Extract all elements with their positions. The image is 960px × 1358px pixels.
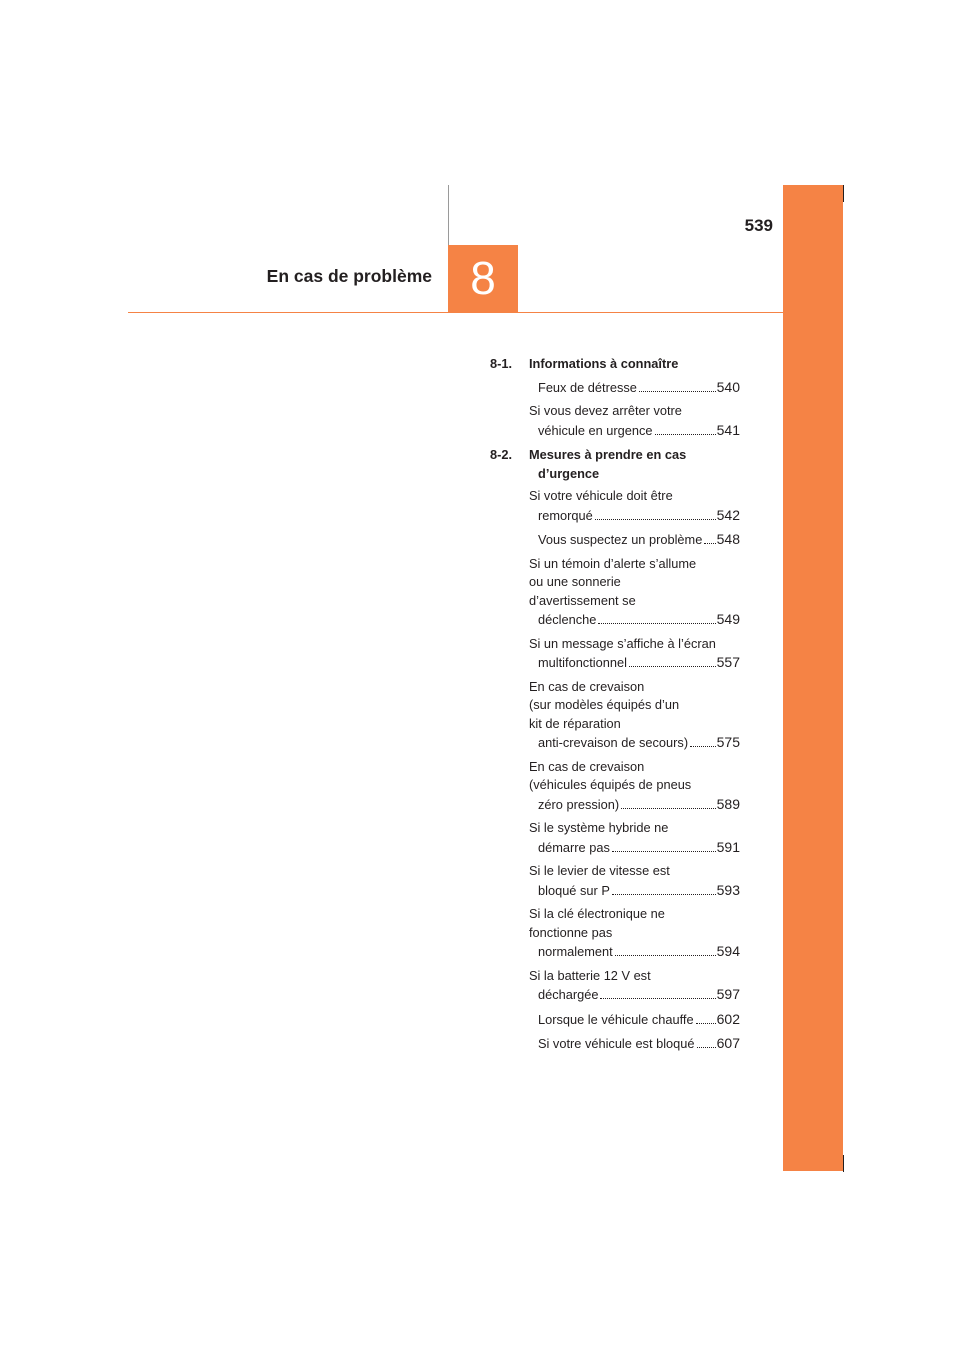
toc-entry-last-line	[538, 378, 740, 398]
toc-entry-line: ou une sonnerie	[529, 574, 621, 589]
dot-leader	[595, 519, 716, 520]
header-rule	[128, 312, 783, 313]
header-divider	[448, 185, 449, 245]
toc-section-heading	[490, 446, 740, 483]
toc-entry-last-line	[538, 985, 740, 1005]
toc-page-number: 589	[716, 795, 740, 812]
toc-entry-last-line	[538, 653, 740, 673]
toc-entry-line: (véhicules équipés de pneus	[529, 777, 692, 792]
dot-leader	[696, 1023, 716, 1024]
toc-entry[interactable]	[490, 378, 740, 398]
chapter-side-tab	[783, 185, 843, 1171]
toc-entry[interactable]	[490, 487, 740, 525]
toc-entry-line: d’avertissement se	[529, 592, 636, 608]
toc-entry-line: (sur modèles équipés d’un	[529, 697, 680, 712]
toc-entry-line: anti-crevaison de secours)	[538, 735, 689, 750]
toc-section-heading	[490, 355, 740, 374]
toc-entry-last-line	[538, 530, 740, 550]
toc-page-number: 597	[716, 986, 740, 1002]
toc-entry-last-line	[538, 795, 740, 815]
dot-leader	[615, 955, 716, 956]
toc-entry-line: Vous suspectez un problème	[538, 532, 703, 547]
toc-entry-line: Si le système hybride ne	[529, 820, 669, 835]
toc-entry[interactable]	[490, 758, 740, 815]
toc-entry-line: remorqué	[538, 507, 593, 523]
toc-entry-line: Si un message s’affiche à l’écran	[529, 635, 716, 651]
dot-leader	[621, 808, 716, 809]
toc-page-number: 593	[716, 881, 740, 898]
dot-leader	[690, 746, 716, 747]
toc-entry[interactable]	[490, 862, 740, 900]
chapter-number-badge: 8	[448, 245, 518, 312]
toc-entry-last-line	[538, 733, 740, 753]
toc-entry-last-line	[538, 838, 740, 858]
toc-page-number: 541	[716, 421, 740, 438]
dot-leader	[629, 666, 716, 667]
dot-leader	[704, 543, 715, 544]
toc-entry-last-line	[538, 1010, 740, 1030]
toc-entry-line: Feux de détresse	[538, 379, 637, 395]
toc-entry-line: Lorsque le véhicule chauffe	[538, 1011, 694, 1027]
toc-page-number: 542	[716, 506, 740, 523]
toc-entry[interactable]	[490, 635, 740, 673]
toc-section-title: Informations à connaître	[529, 356, 679, 371]
toc-entry-line: normalement	[538, 944, 613, 959]
chapter-title: En cas de problème	[266, 266, 432, 286]
toc-entry[interactable]	[490, 402, 740, 440]
toc-entry-line: Si la batterie 12 V est	[529, 967, 651, 983]
toc-entry-line: Si la clé électronique ne	[529, 906, 665, 921]
toc-entry-line: bloqué sur P	[538, 882, 610, 898]
toc-entry-line: Si un témoin d’alerte s’allume	[529, 555, 697, 571]
toc-entry-line: fonctionne pas	[529, 924, 613, 940]
toc-page-number: 602	[716, 1010, 740, 1027]
dot-leader	[639, 391, 716, 392]
toc-page-number: 548	[716, 531, 740, 547]
toc-page-number: 591	[716, 838, 740, 855]
toc-entry-line: Si votre véhicule est bloqué	[538, 1036, 695, 1051]
toc-section-number: 8-2.	[490, 447, 513, 462]
toc-entry-last-line	[538, 1034, 740, 1054]
dot-leader	[598, 623, 715, 624]
toc-entry-last-line	[538, 610, 740, 630]
toc-entry[interactable]	[490, 1010, 740, 1030]
crop-mark-bottom	[843, 1155, 844, 1172]
toc-entry-line: déchargée	[538, 987, 599, 1002]
table-of-contents	[490, 355, 740, 1059]
page-number: 539	[744, 216, 773, 235]
toc-page-number: 557	[716, 654, 740, 670]
toc-entry-last-line	[538, 881, 740, 901]
dot-leader	[655, 434, 716, 435]
crop-mark-top	[843, 185, 844, 202]
toc-entry[interactable]	[490, 678, 740, 753]
toc-entry[interactable]	[490, 967, 740, 1005]
toc-entry-line: déclenche	[538, 612, 597, 627]
dot-leader	[600, 998, 715, 999]
toc-entry[interactable]	[490, 530, 740, 550]
toc-entry[interactable]	[490, 905, 740, 962]
dot-leader	[612, 851, 716, 852]
toc-entry[interactable]	[490, 1034, 740, 1054]
toc-page-number: 594	[716, 943, 740, 959]
dot-leader	[697, 1047, 716, 1048]
toc-page-number: 607	[716, 1035, 740, 1051]
toc-page-number: 540	[716, 378, 740, 395]
toc-entry-line: zéro pression)	[538, 796, 620, 812]
toc-entry-line: multifonctionnel	[538, 655, 627, 670]
toc-entry-line: Si vous devez arrêter votre	[529, 403, 682, 418]
toc-entry-line: En cas de crevaison	[529, 678, 645, 694]
toc-page-number: 549	[716, 611, 740, 627]
toc-entry[interactable]	[490, 555, 740, 630]
toc-entry[interactable]	[490, 819, 740, 857]
dot-leader	[612, 894, 716, 895]
toc-entry-line: kit de réparation	[529, 715, 621, 731]
toc-entry-line: démarre pas	[538, 839, 610, 855]
toc-entry-last-line	[538, 506, 740, 526]
toc-entry-last-line	[538, 942, 740, 962]
toc-entry-line: Si le levier de vitesse est	[529, 863, 670, 878]
toc-entry-line: véhicule en urgence	[538, 422, 653, 438]
toc-section-number: 8-1.	[490, 356, 513, 371]
toc-entry-line: En cas de crevaison	[529, 758, 645, 774]
toc-section-title: Mesures à prendre en cas d’urgence	[529, 447, 687, 481]
toc-page-number: 575	[716, 734, 740, 750]
toc-entry-last-line	[538, 421, 740, 441]
toc-entry-line: Si votre véhicule doit être	[529, 488, 673, 503]
